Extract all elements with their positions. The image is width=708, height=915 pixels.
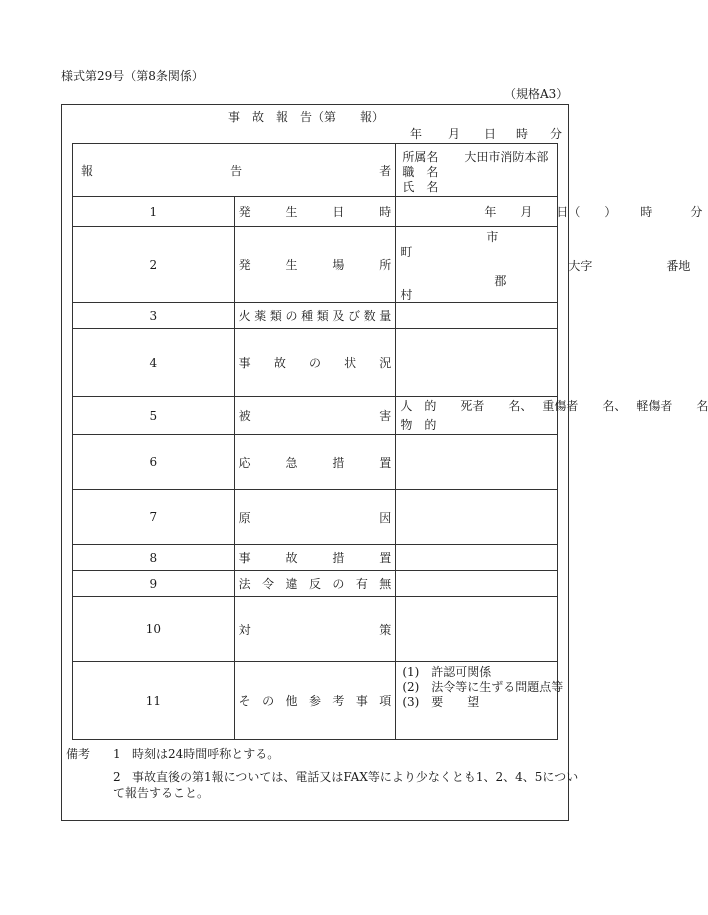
row-number: 9 xyxy=(73,571,235,597)
loc-oaza: 大字 xyxy=(568,259,593,273)
header-hour: 時 xyxy=(516,127,529,141)
name-label: 氏 名 xyxy=(402,180,439,194)
row-number: 2 xyxy=(73,227,235,303)
row-label: 対 策 xyxy=(234,597,396,662)
row-label: そ の 他 参 考 事 項 xyxy=(234,662,396,740)
row-label: 被 害 xyxy=(234,397,396,435)
loc-banchi: 番地 xyxy=(666,259,691,273)
header-minute: 分 xyxy=(550,127,563,141)
damage-minor: 軽傷者 名 xyxy=(636,399,708,413)
cause-value[interactable] xyxy=(396,490,558,545)
occurrence-datetime-value[interactable] xyxy=(396,197,703,227)
row-damage xyxy=(73,397,558,435)
header-day: 日 xyxy=(484,127,497,141)
report-table xyxy=(72,143,708,740)
row-label: 火 薬 類 の 種 類 及 び 数 量 xyxy=(234,303,396,329)
row-other-reference xyxy=(73,662,558,740)
damage-serious: 重傷者 名、 xyxy=(542,399,627,413)
row-number: 4 xyxy=(73,329,235,397)
loc-town: 町 xyxy=(400,245,413,259)
row-location xyxy=(73,227,558,303)
damage-human: 人 的 xyxy=(400,399,437,413)
row-countermeasures xyxy=(73,597,558,662)
row-label: 発 生 場 所 xyxy=(234,227,396,303)
row-number: 10 xyxy=(73,597,235,662)
row-occurrence-datetime xyxy=(73,197,558,227)
row-label: 事 故 措 置 xyxy=(234,545,396,571)
explosives-value[interactable] xyxy=(396,303,558,329)
other-reference-value[interactable] xyxy=(396,662,564,740)
loc-district: 郡 xyxy=(494,274,507,288)
row-label: 法 令 違 反 の 有 無 xyxy=(234,571,396,597)
row-number: 8 xyxy=(73,545,235,571)
accident-measures-value[interactable] xyxy=(396,545,558,571)
row-accident-status xyxy=(73,329,558,397)
occ-day: 日（ ） xyxy=(556,205,617,219)
row-cause xyxy=(73,490,558,545)
damage-dead: 死者 名、 xyxy=(460,399,533,413)
header-month: 月 xyxy=(448,127,461,141)
occ-month: 月 xyxy=(520,205,533,219)
row-label: 応 急 措 置 xyxy=(234,435,396,490)
row-number: 11 xyxy=(73,662,235,740)
occ-minute: 分 xyxy=(690,205,703,219)
row-explosives xyxy=(73,303,558,329)
report-title: 事 故 報 告（第 報） xyxy=(228,110,385,124)
occ-hour: 時 xyxy=(640,205,653,219)
occ-year: 年 xyxy=(484,205,497,219)
row-label: 発 生 日 時 xyxy=(234,197,396,227)
countermeasures-value[interactable] xyxy=(396,597,558,662)
location-value[interactable] xyxy=(396,227,691,303)
legal-violation-value[interactable] xyxy=(396,571,558,597)
note-text: 時刻は24時間呼称とする。 xyxy=(132,747,280,761)
position-label: 職 名 xyxy=(402,165,439,179)
damage-property: 物 的 xyxy=(400,418,437,432)
loc-city: 市 xyxy=(486,230,499,244)
size-note: （規格A3） xyxy=(504,87,569,101)
note-number: 2 xyxy=(113,770,121,784)
reference-item: (2) 法令等に生ずる問題点等 xyxy=(402,680,564,694)
reporter-label: 報 告 者 xyxy=(81,163,392,178)
affiliation-label: 所属名 xyxy=(402,150,439,164)
loc-village: 村 xyxy=(400,288,413,302)
emergency-measures-value[interactable] xyxy=(396,435,558,490)
row-legal-violation xyxy=(73,571,558,597)
reporter-value-cell[interactable] xyxy=(396,144,558,197)
row-accident-measures xyxy=(73,545,558,571)
note-number: 1 xyxy=(113,747,121,761)
reference-item: (3) 要 望 xyxy=(402,695,480,709)
accident-status-value[interactable] xyxy=(396,329,558,397)
row-number: 7 xyxy=(73,490,235,545)
damage-value[interactable] xyxy=(396,397,708,435)
reporter-row xyxy=(73,144,558,197)
row-number: 6 xyxy=(73,435,235,490)
row-number: 1 xyxy=(73,197,235,227)
notes-label: 備考 xyxy=(66,747,91,761)
reference-item: (1) 許認可関係 xyxy=(402,665,492,679)
note-text: 事故直後の第1報については、電話又はFAX等により少なくとも1、2、4、5につい xyxy=(132,770,579,784)
header-year: 年 xyxy=(410,127,423,141)
row-number: 5 xyxy=(73,397,235,435)
affiliation-value: 大田市消防本部 xyxy=(464,150,549,164)
row-number: 3 xyxy=(73,303,235,329)
form-number: 様式第29号（第8条関係） xyxy=(61,69,204,83)
note-text-continued: て報告すること。 xyxy=(113,786,210,800)
row-label: 事 故 の 状 況 xyxy=(234,329,396,397)
row-emergency-measures xyxy=(73,435,558,490)
row-label: 原 因 xyxy=(234,490,396,545)
reporter-label-cell xyxy=(73,144,396,197)
